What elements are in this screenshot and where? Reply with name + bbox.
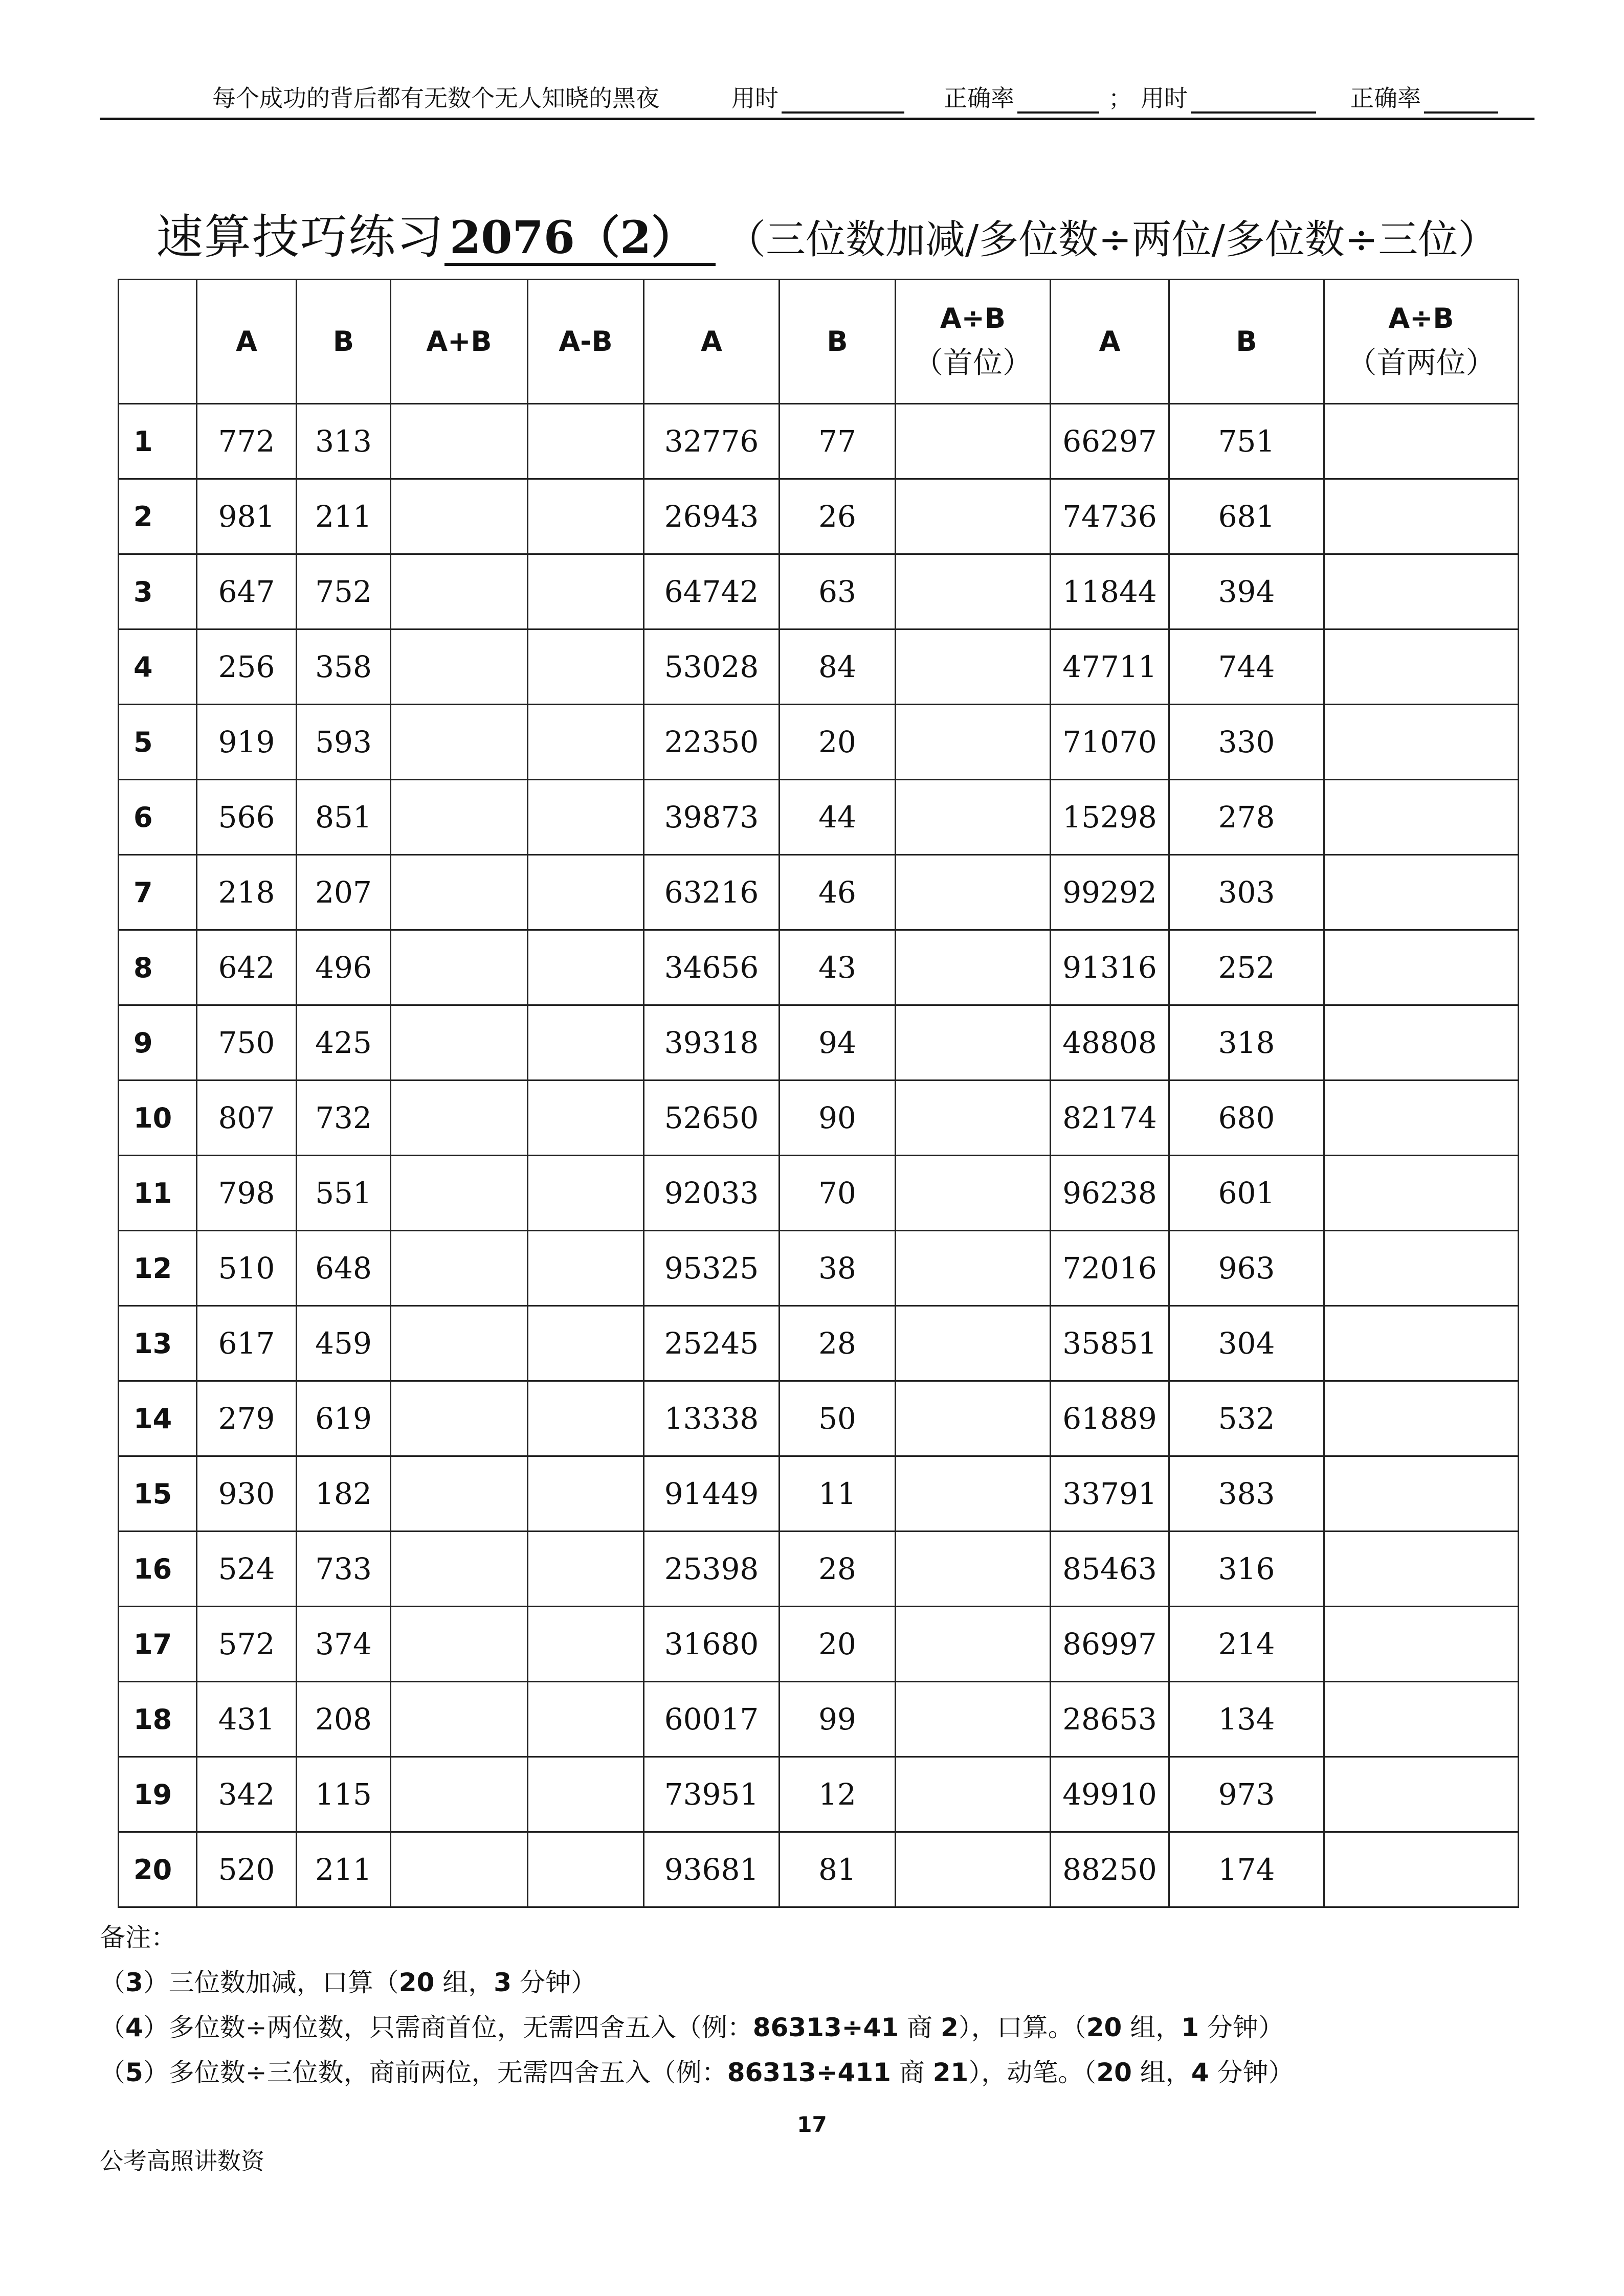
- header-separator: ；: [1108, 84, 1132, 112]
- cell-b2: 44: [780, 780, 896, 855]
- cell-b3: 394: [1169, 554, 1324, 629]
- table-row: [119, 1231, 1519, 1306]
- answer-sum[interactable]: [391, 1682, 528, 1757]
- answer-diff[interactable]: [528, 1005, 644, 1081]
- cell-a3: 85463: [1051, 1532, 1169, 1607]
- row-index: 1: [119, 404, 197, 479]
- table-row: [119, 404, 1519, 479]
- answer-sum[interactable]: [391, 1081, 528, 1156]
- cell-a1: 566: [197, 780, 297, 855]
- row-index: 7: [119, 855, 197, 930]
- answer-div-first-two[interactable]: [1324, 1757, 1519, 1832]
- cell-b1: 313: [297, 404, 391, 479]
- cell-a1: 807: [197, 1081, 297, 1156]
- answer-div-first-two[interactable]: [1324, 1306, 1519, 1381]
- answer-div-first-two[interactable]: [1324, 1156, 1519, 1231]
- cell-a1: 772: [197, 404, 297, 479]
- header-a2: A: [644, 280, 780, 404]
- answer-sum[interactable]: [391, 404, 528, 479]
- answer-div-first-two[interactable]: [1324, 1381, 1519, 1456]
- row-index: 2: [119, 479, 197, 554]
- cell-a1: 524: [197, 1532, 297, 1607]
- cell-b3: 316: [1169, 1532, 1324, 1607]
- answer-div-first[interactable]: [896, 1757, 1051, 1832]
- cell-b1: 358: [297, 629, 391, 705]
- cell-b3: 174: [1169, 1832, 1324, 1907]
- answer-div-first[interactable]: [896, 1156, 1051, 1231]
- table-row: [119, 1306, 1519, 1381]
- header-div-first-two: [1324, 280, 1519, 404]
- cell-a1: 798: [197, 1156, 297, 1231]
- row-index: 4: [119, 629, 197, 705]
- cell-a1: 647: [197, 554, 297, 629]
- cell-a1: 642: [197, 930, 297, 1005]
- title-main: 速算技巧练习: [156, 210, 445, 264]
- cell-b1: 851: [297, 780, 391, 855]
- cell-a2: 93681: [644, 1832, 780, 1907]
- cell-b2: 63: [780, 554, 896, 629]
- answer-diff[interactable]: [528, 930, 644, 1005]
- answer-div-first-two[interactable]: [1324, 1607, 1519, 1682]
- cell-a3: 48808: [1051, 1005, 1169, 1081]
- answer-diff[interactable]: [528, 1607, 644, 1682]
- cell-b3: 532: [1169, 1381, 1324, 1456]
- cell-a2: 64742: [644, 554, 780, 629]
- header-motto: 每个成功的背后都有无数个无人知晓的黑夜: [212, 84, 659, 112]
- cell-b2: 84: [780, 629, 896, 705]
- accuracy-label-1: 正确率: [944, 84, 1014, 112]
- cell-a3: 71070: [1051, 705, 1169, 780]
- cell-a3: 35851: [1051, 1306, 1169, 1381]
- cell-a2: 34656: [644, 930, 780, 1005]
- cell-a2: 95325: [644, 1231, 780, 1306]
- cell-a2: 91449: [644, 1456, 780, 1532]
- practice-table: [118, 279, 1519, 1908]
- cell-b2: 50: [780, 1381, 896, 1456]
- row-index: 5: [119, 705, 197, 780]
- answer-div-first[interactable]: [896, 930, 1051, 1005]
- answer-div-first-two[interactable]: [1324, 855, 1519, 930]
- cell-a1: 572: [197, 1607, 297, 1682]
- answer-diff[interactable]: [528, 1156, 644, 1231]
- note-line-3: （3）三位数加减，口算（20 组，3 分钟）: [100, 1968, 596, 1997]
- cell-a2: 39873: [644, 780, 780, 855]
- header-diff: A-B: [528, 280, 644, 404]
- answer-div-first[interactable]: [896, 1532, 1051, 1607]
- answer-sum[interactable]: [391, 1832, 528, 1907]
- row-index: 14: [119, 1381, 197, 1456]
- row-index: 13: [119, 1306, 197, 1381]
- table-row: [119, 1156, 1519, 1231]
- title-code: 2076（2）: [444, 212, 716, 266]
- answer-diff[interactable]: [528, 855, 644, 930]
- cell-a2: 26943: [644, 479, 780, 554]
- cell-a3: 74736: [1051, 479, 1169, 554]
- table-row: [119, 1757, 1519, 1832]
- cell-a3: 99292: [1051, 855, 1169, 930]
- answer-sum[interactable]: [391, 1306, 528, 1381]
- row-index: 11: [119, 1156, 197, 1231]
- answer-sum[interactable]: [391, 1231, 528, 1306]
- cell-a3: 47711: [1051, 629, 1169, 705]
- answer-div-first[interactable]: [896, 855, 1051, 930]
- time-label-2: 用时: [1141, 84, 1188, 112]
- cell-b1: 733: [297, 1532, 391, 1607]
- answer-div-first-two[interactable]: [1324, 1231, 1519, 1306]
- cell-b2: 94: [780, 1005, 896, 1081]
- answer-sum[interactable]: [391, 1156, 528, 1231]
- table-row: [119, 1832, 1519, 1907]
- table-row: [119, 1682, 1519, 1757]
- answer-diff[interactable]: [528, 479, 644, 554]
- row-index: 15: [119, 1456, 197, 1532]
- answer-div-first[interactable]: [896, 1081, 1051, 1156]
- row-index: 20: [119, 1832, 197, 1907]
- cell-b1: 551: [297, 1156, 391, 1231]
- answer-div-first-two[interactable]: [1324, 1832, 1519, 1907]
- notes-section: [100, 1915, 1294, 2095]
- cell-b3: 252: [1169, 930, 1324, 1005]
- answer-diff[interactable]: [528, 1757, 644, 1832]
- answer-sum[interactable]: [391, 930, 528, 1005]
- cell-b2: 43: [780, 930, 896, 1005]
- cell-b1: 211: [297, 1832, 391, 1907]
- answer-div-first[interactable]: [896, 1381, 1051, 1456]
- cell-a1: 256: [197, 629, 297, 705]
- cell-b3: 383: [1169, 1456, 1324, 1532]
- cell-b1: 459: [297, 1306, 391, 1381]
- answer-div-first-two[interactable]: [1324, 1532, 1519, 1607]
- answer-div-first[interactable]: [896, 1306, 1051, 1381]
- answer-diff[interactable]: [528, 1081, 644, 1156]
- accuracy-blank-1[interactable]: [1017, 106, 1099, 114]
- header-index: [119, 280, 197, 404]
- table-row: [119, 1532, 1519, 1607]
- cell-a1: 617: [197, 1306, 297, 1381]
- cell-b2: 99: [780, 1682, 896, 1757]
- answer-diff[interactable]: [528, 780, 644, 855]
- cell-b1: 211: [297, 479, 391, 554]
- cell-b2: 20: [780, 705, 896, 780]
- cell-b1: 207: [297, 855, 391, 930]
- row-index: 17: [119, 1607, 197, 1682]
- table-row: [119, 554, 1519, 629]
- cell-a3: 28653: [1051, 1682, 1169, 1757]
- table-row: [119, 1456, 1519, 1532]
- cell-a3: 61889: [1051, 1381, 1169, 1456]
- cell-b3: 134: [1169, 1682, 1324, 1757]
- cell-a3: 96238: [1051, 1156, 1169, 1231]
- cell-b2: 81: [780, 1832, 896, 1907]
- cell-b1: 752: [297, 554, 391, 629]
- page-number: 17: [797, 2112, 827, 2137]
- answer-div-first[interactable]: [896, 780, 1051, 855]
- cell-a1: 218: [197, 855, 297, 930]
- answer-div-first-two[interactable]: [1324, 1081, 1519, 1156]
- header-div-first-label: A÷B: [940, 302, 1006, 335]
- cell-b1: 208: [297, 1682, 391, 1757]
- cell-b3: 278: [1169, 780, 1324, 855]
- cell-b3: 303: [1169, 855, 1324, 930]
- cell-b2: 77: [780, 404, 896, 479]
- header-sum: A+B: [391, 280, 528, 404]
- cell-a1: 510: [197, 1231, 297, 1306]
- answer-div-first[interactable]: [896, 1832, 1051, 1907]
- header-div-first: [896, 280, 1051, 404]
- cell-b1: 425: [297, 1005, 391, 1081]
- cell-b1: 496: [297, 930, 391, 1005]
- header-b1: B: [297, 280, 391, 404]
- cell-a2: 22350: [644, 705, 780, 780]
- cell-a2: 31680: [644, 1607, 780, 1682]
- answer-sum[interactable]: [391, 554, 528, 629]
- cell-a3: 15298: [1051, 780, 1169, 855]
- header-div-first-note: （首位）: [913, 345, 1032, 380]
- answer-div-first[interactable]: [896, 1456, 1051, 1532]
- cell-a1: 750: [197, 1005, 297, 1081]
- cell-a1: 981: [197, 479, 297, 554]
- row-index: 8: [119, 930, 197, 1005]
- answer-diff[interactable]: [528, 629, 644, 705]
- row-index: 12: [119, 1231, 197, 1306]
- cell-b3: 963: [1169, 1231, 1324, 1306]
- cell-a2: 13338: [644, 1381, 780, 1456]
- footer-brand: 公考高照讲数资: [100, 2147, 264, 2175]
- cell-b2: 38: [780, 1231, 896, 1306]
- row-index: 9: [119, 1005, 197, 1081]
- row-index: 3: [119, 554, 197, 629]
- answer-sum[interactable]: [391, 629, 528, 705]
- note-line-5: （5）多位数÷三位数，商前两位，无需四舍五入（例：86313÷411 商 21），动笔。（20 组，4 分钟）: [100, 2058, 1294, 2087]
- row-index: 16: [119, 1532, 197, 1607]
- answer-div-first-two[interactable]: [1324, 1682, 1519, 1757]
- cell-b3: 318: [1169, 1005, 1324, 1081]
- cell-b1: 182: [297, 1456, 391, 1532]
- answer-div-first-two[interactable]: [1324, 1456, 1519, 1532]
- header-div-first-two-label: A÷B: [1388, 302, 1454, 335]
- cell-a3: 66297: [1051, 404, 1169, 479]
- answer-diff[interactable]: [528, 1231, 644, 1306]
- cell-a3: 49910: [1051, 1757, 1169, 1832]
- header-b3: B: [1169, 280, 1324, 404]
- time-label-1: 用时: [731, 84, 778, 112]
- header-a3: A: [1051, 280, 1169, 404]
- cell-a2: 60017: [644, 1682, 780, 1757]
- answer-div-first[interactable]: [896, 479, 1051, 554]
- table-row: [119, 705, 1519, 780]
- cell-b3: 680: [1169, 1081, 1324, 1156]
- time-field-2: [1141, 80, 1316, 114]
- cell-a1: 279: [197, 1381, 297, 1456]
- cell-b1: 593: [297, 705, 391, 780]
- answer-sum[interactable]: [391, 1381, 528, 1456]
- answer-div-first[interactable]: [896, 629, 1051, 705]
- cell-b2: 28: [780, 1306, 896, 1381]
- answer-diff[interactable]: [528, 1381, 644, 1456]
- answer-sum[interactable]: [391, 1757, 528, 1832]
- time-field-1: [731, 80, 904, 114]
- answer-sum[interactable]: [391, 1532, 528, 1607]
- answer-div-first[interactable]: [896, 1682, 1051, 1757]
- header-div-first-two-note: （首两位）: [1347, 345, 1496, 380]
- table-row: [119, 1607, 1519, 1682]
- cell-b1: 732: [297, 1081, 391, 1156]
- cell-a3: 33791: [1051, 1456, 1169, 1532]
- answer-div-first[interactable]: [896, 705, 1051, 780]
- answer-diff[interactable]: [528, 1456, 644, 1532]
- answer-div-first[interactable]: [896, 1231, 1051, 1306]
- cell-a3: 86997: [1051, 1607, 1169, 1682]
- cell-b2: 26: [780, 479, 896, 554]
- cell-b2: 20: [780, 1607, 896, 1682]
- cell-b3: 744: [1169, 629, 1324, 705]
- header-b2: B: [780, 280, 896, 404]
- answer-div-first-two[interactable]: [1324, 705, 1519, 780]
- cell-b1: 115: [297, 1757, 391, 1832]
- cell-b3: 681: [1169, 479, 1324, 554]
- cell-a1: 520: [197, 1832, 297, 1907]
- cell-a2: 53028: [644, 629, 780, 705]
- cell-a3: 72016: [1051, 1231, 1169, 1306]
- answer-sum[interactable]: [391, 1607, 528, 1682]
- row-index: 6: [119, 780, 197, 855]
- title-subtitle: （三位数加减/多位数÷两位/多位数÷三位）: [726, 217, 1498, 263]
- row-index: 10: [119, 1081, 197, 1156]
- accuracy-label-2: 正确率: [1350, 84, 1421, 112]
- cell-a2: 39318: [644, 1005, 780, 1081]
- cell-a1: 431: [197, 1682, 297, 1757]
- cell-b1: 374: [297, 1607, 391, 1682]
- cell-a2: 25245: [644, 1306, 780, 1381]
- cell-a1: 930: [197, 1456, 297, 1532]
- table-row: [119, 479, 1519, 554]
- answer-div-first-two[interactable]: [1324, 1005, 1519, 1081]
- answer-div-first[interactable]: [896, 1607, 1051, 1682]
- cell-b3: 330: [1169, 705, 1324, 780]
- cell-a3: 82174: [1051, 1081, 1169, 1156]
- answer-div-first[interactable]: [896, 404, 1051, 479]
- cell-b2: 11: [780, 1456, 896, 1532]
- answer-sum[interactable]: [391, 1456, 528, 1532]
- answer-diff[interactable]: [528, 1532, 644, 1607]
- answer-sum[interactable]: [391, 1005, 528, 1081]
- cell-b3: 601: [1169, 1156, 1324, 1231]
- answer-diff[interactable]: [528, 705, 644, 780]
- accuracy-blank-2[interactable]: [1424, 106, 1498, 114]
- answer-sum[interactable]: [391, 479, 528, 554]
- notes-heading: 备注：: [100, 1923, 176, 1952]
- row-index: 19: [119, 1757, 197, 1832]
- cell-a2: 32776: [644, 404, 780, 479]
- cell-b2: 46: [780, 855, 896, 930]
- cell-a1: 919: [197, 705, 297, 780]
- header-a1: A: [197, 280, 297, 404]
- table-row: [119, 780, 1519, 855]
- cell-a2: 73951: [644, 1757, 780, 1832]
- cell-a3: 88250: [1051, 1832, 1169, 1907]
- table-row: [119, 1081, 1519, 1156]
- cell-b3: 304: [1169, 1306, 1324, 1381]
- answer-diff[interactable]: [528, 404, 644, 479]
- cell-a1: 342: [197, 1757, 297, 1832]
- table-row: [119, 1005, 1519, 1081]
- cell-a2: 92033: [644, 1156, 780, 1231]
- cell-b2: 12: [780, 1757, 896, 1832]
- cell-a2: 63216: [644, 855, 780, 930]
- answer-sum[interactable]: [391, 855, 528, 930]
- accuracy-field-1: [944, 80, 1132, 114]
- table-row: [119, 1381, 1519, 1456]
- table-header-row: [119, 280, 1519, 404]
- time-blank-1[interactable]: [782, 106, 904, 114]
- table-row: [119, 855, 1519, 930]
- answer-div-first-two[interactable]: [1324, 479, 1519, 554]
- answer-diff[interactable]: [528, 1306, 644, 1381]
- answer-div-first-two[interactable]: [1324, 930, 1519, 1005]
- answer-div-first-two[interactable]: [1324, 404, 1519, 479]
- cell-b3: 751: [1169, 404, 1324, 479]
- cell-b1: 619: [297, 1381, 391, 1456]
- answer-div-first[interactable]: [896, 554, 1051, 629]
- answer-diff[interactable]: [528, 1682, 644, 1757]
- answer-div-first-two[interactable]: [1324, 554, 1519, 629]
- note-line-4: （4）多位数÷两位数，只需商首位，无需四舍五入（例：86313÷41 商 2），口算。（20 组，1 分钟）: [100, 2013, 1284, 2042]
- cell-b2: 90: [780, 1081, 896, 1156]
- cell-b1: 648: [297, 1231, 391, 1306]
- table-row: [119, 629, 1519, 705]
- answer-diff[interactable]: [528, 1832, 644, 1907]
- row-index: 18: [119, 1682, 197, 1757]
- table-row: [119, 930, 1519, 1005]
- answer-sum[interactable]: [391, 705, 528, 780]
- answer-div-first-two[interactable]: [1324, 629, 1519, 705]
- time-blank-2[interactable]: [1191, 106, 1316, 114]
- page-title: [156, 199, 1498, 267]
- cell-a3: 91316: [1051, 930, 1169, 1005]
- cell-a2: 52650: [644, 1081, 780, 1156]
- answer-sum[interactable]: [391, 780, 528, 855]
- header-divider: [100, 118, 1534, 120]
- answer-diff[interactable]: [528, 554, 644, 629]
- answer-div-first-two[interactable]: [1324, 780, 1519, 855]
- cell-b3: 973: [1169, 1757, 1324, 1832]
- answer-div-first[interactable]: [896, 1005, 1051, 1081]
- cell-b2: 70: [780, 1156, 896, 1231]
- cell-a2: 25398: [644, 1532, 780, 1607]
- cell-b3: 214: [1169, 1607, 1324, 1682]
- cell-a3: 11844: [1051, 554, 1169, 629]
- cell-b2: 28: [780, 1532, 896, 1607]
- accuracy-field-2: [1350, 80, 1498, 114]
